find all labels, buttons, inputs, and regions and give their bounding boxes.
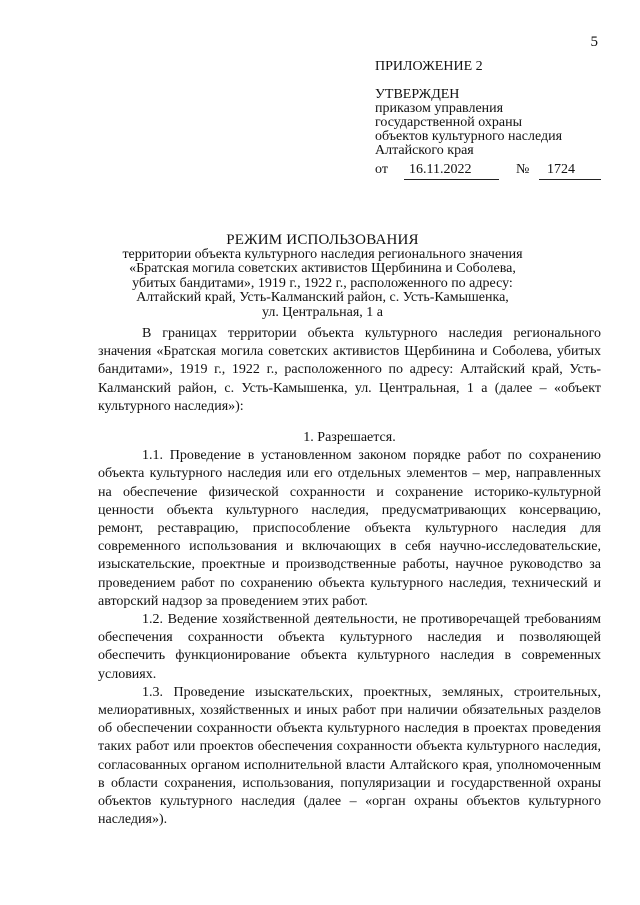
approval-line-4: Алтайского края [375, 143, 474, 158]
intro-paragraph: В границах территории объекта культурного наследия регионального значения «Братская могила советских активистов Щербинина и Соболева, убитых бандитами», 1919 г., 1922 г., расположенного по адресу: Алтайский край, Усть-Калманский район, с. Усть-Камышенка, ул. Центральная, 1 а (далее – «объект культурного наследия»): [98, 326, 601, 414]
number-underline [539, 179, 601, 180]
item-1-3: 1.3. Проведение изыскательских, проектных, земляных, строительных, мелиоративных, хозяйственных и иных работ при наличии обязательных разделов об обеспечении сохранности объекта культурного наследия в проектах проведения таких работ или проектов обеспечения сохранности объекта культурного наследия, согласованных органом исполнительной власти Алтайского края, уполномоченным в области сохранения, использования, популяризации и государственной охраны объектов культурного наследия (далее – «орган охраны объектов культурного наследия»). [98, 684, 601, 828]
title-line-1: территории объекта культурного наследия регионального значения [122, 246, 523, 262]
title-line-3: убитых бандитами», 1919 г., 1922 г., расположенного по адресу: [132, 275, 513, 291]
section-heading: 1. Разрешается. [303, 430, 396, 446]
title-line-2: «Братская могила советских активистов Щербинина и Соболева, [129, 261, 516, 277]
order-date-number [375, 160, 615, 180]
approval-block [375, 60, 615, 180]
approval-line-1: приказом управления [375, 101, 504, 116]
number-sign: № [516, 162, 530, 177]
date-underline [404, 179, 499, 180]
title-line-5: ул. Центральная, 1 а [261, 304, 384, 320]
annex-label: ПРИЛОЖЕНИЕ 2 [375, 59, 483, 74]
from-label: от [375, 162, 388, 177]
title-line-4: Алтайский край, Усть-Калманский район, с. Усть-Камышенка, [136, 290, 509, 306]
document-title [60, 233, 585, 321]
order-date: 16.11.2022 [409, 162, 472, 177]
document-body [98, 325, 601, 829]
approval-line-2: государственной охраны [375, 115, 523, 130]
approval-line-3: объектов культурного наследия [375, 129, 563, 144]
order-number: 1724 [547, 162, 575, 177]
item-1-1: 1.1. Проведение в установленном законом порядке работ по сохранению объекта культурного наследия или его отдельных элементов – мер, направленных на обеспечение физической сохранности и сохранение историко-культурной ценности объекта культурного наследия, предусматривающих консервацию, ремонт, реставрацию, приспособление объекта культурного наследия для современного использования и включающих в себя научно-исследовательские, изыскательские, проектные и производственные работы, научное руководство за проведением работ по сохранению объекта культурного наследия, технический и авторский надзор за проведением этих работ. [98, 448, 601, 609]
item-1-2: 1.2. Ведение хозяйственной деятельности, не противоречащей требованиям обеспечения сохранности объекта культурного наследия и позволяющей обеспечить функционирование объекта культурного наследия в современных условиях. [98, 612, 601, 682]
page-number: 5 [590, 34, 598, 50]
approved-label: УТВЕРЖДЕН [375, 87, 460, 102]
title-heading: РЕЖИМ ИСПОЛЬЗОВАНИЯ [226, 232, 419, 248]
